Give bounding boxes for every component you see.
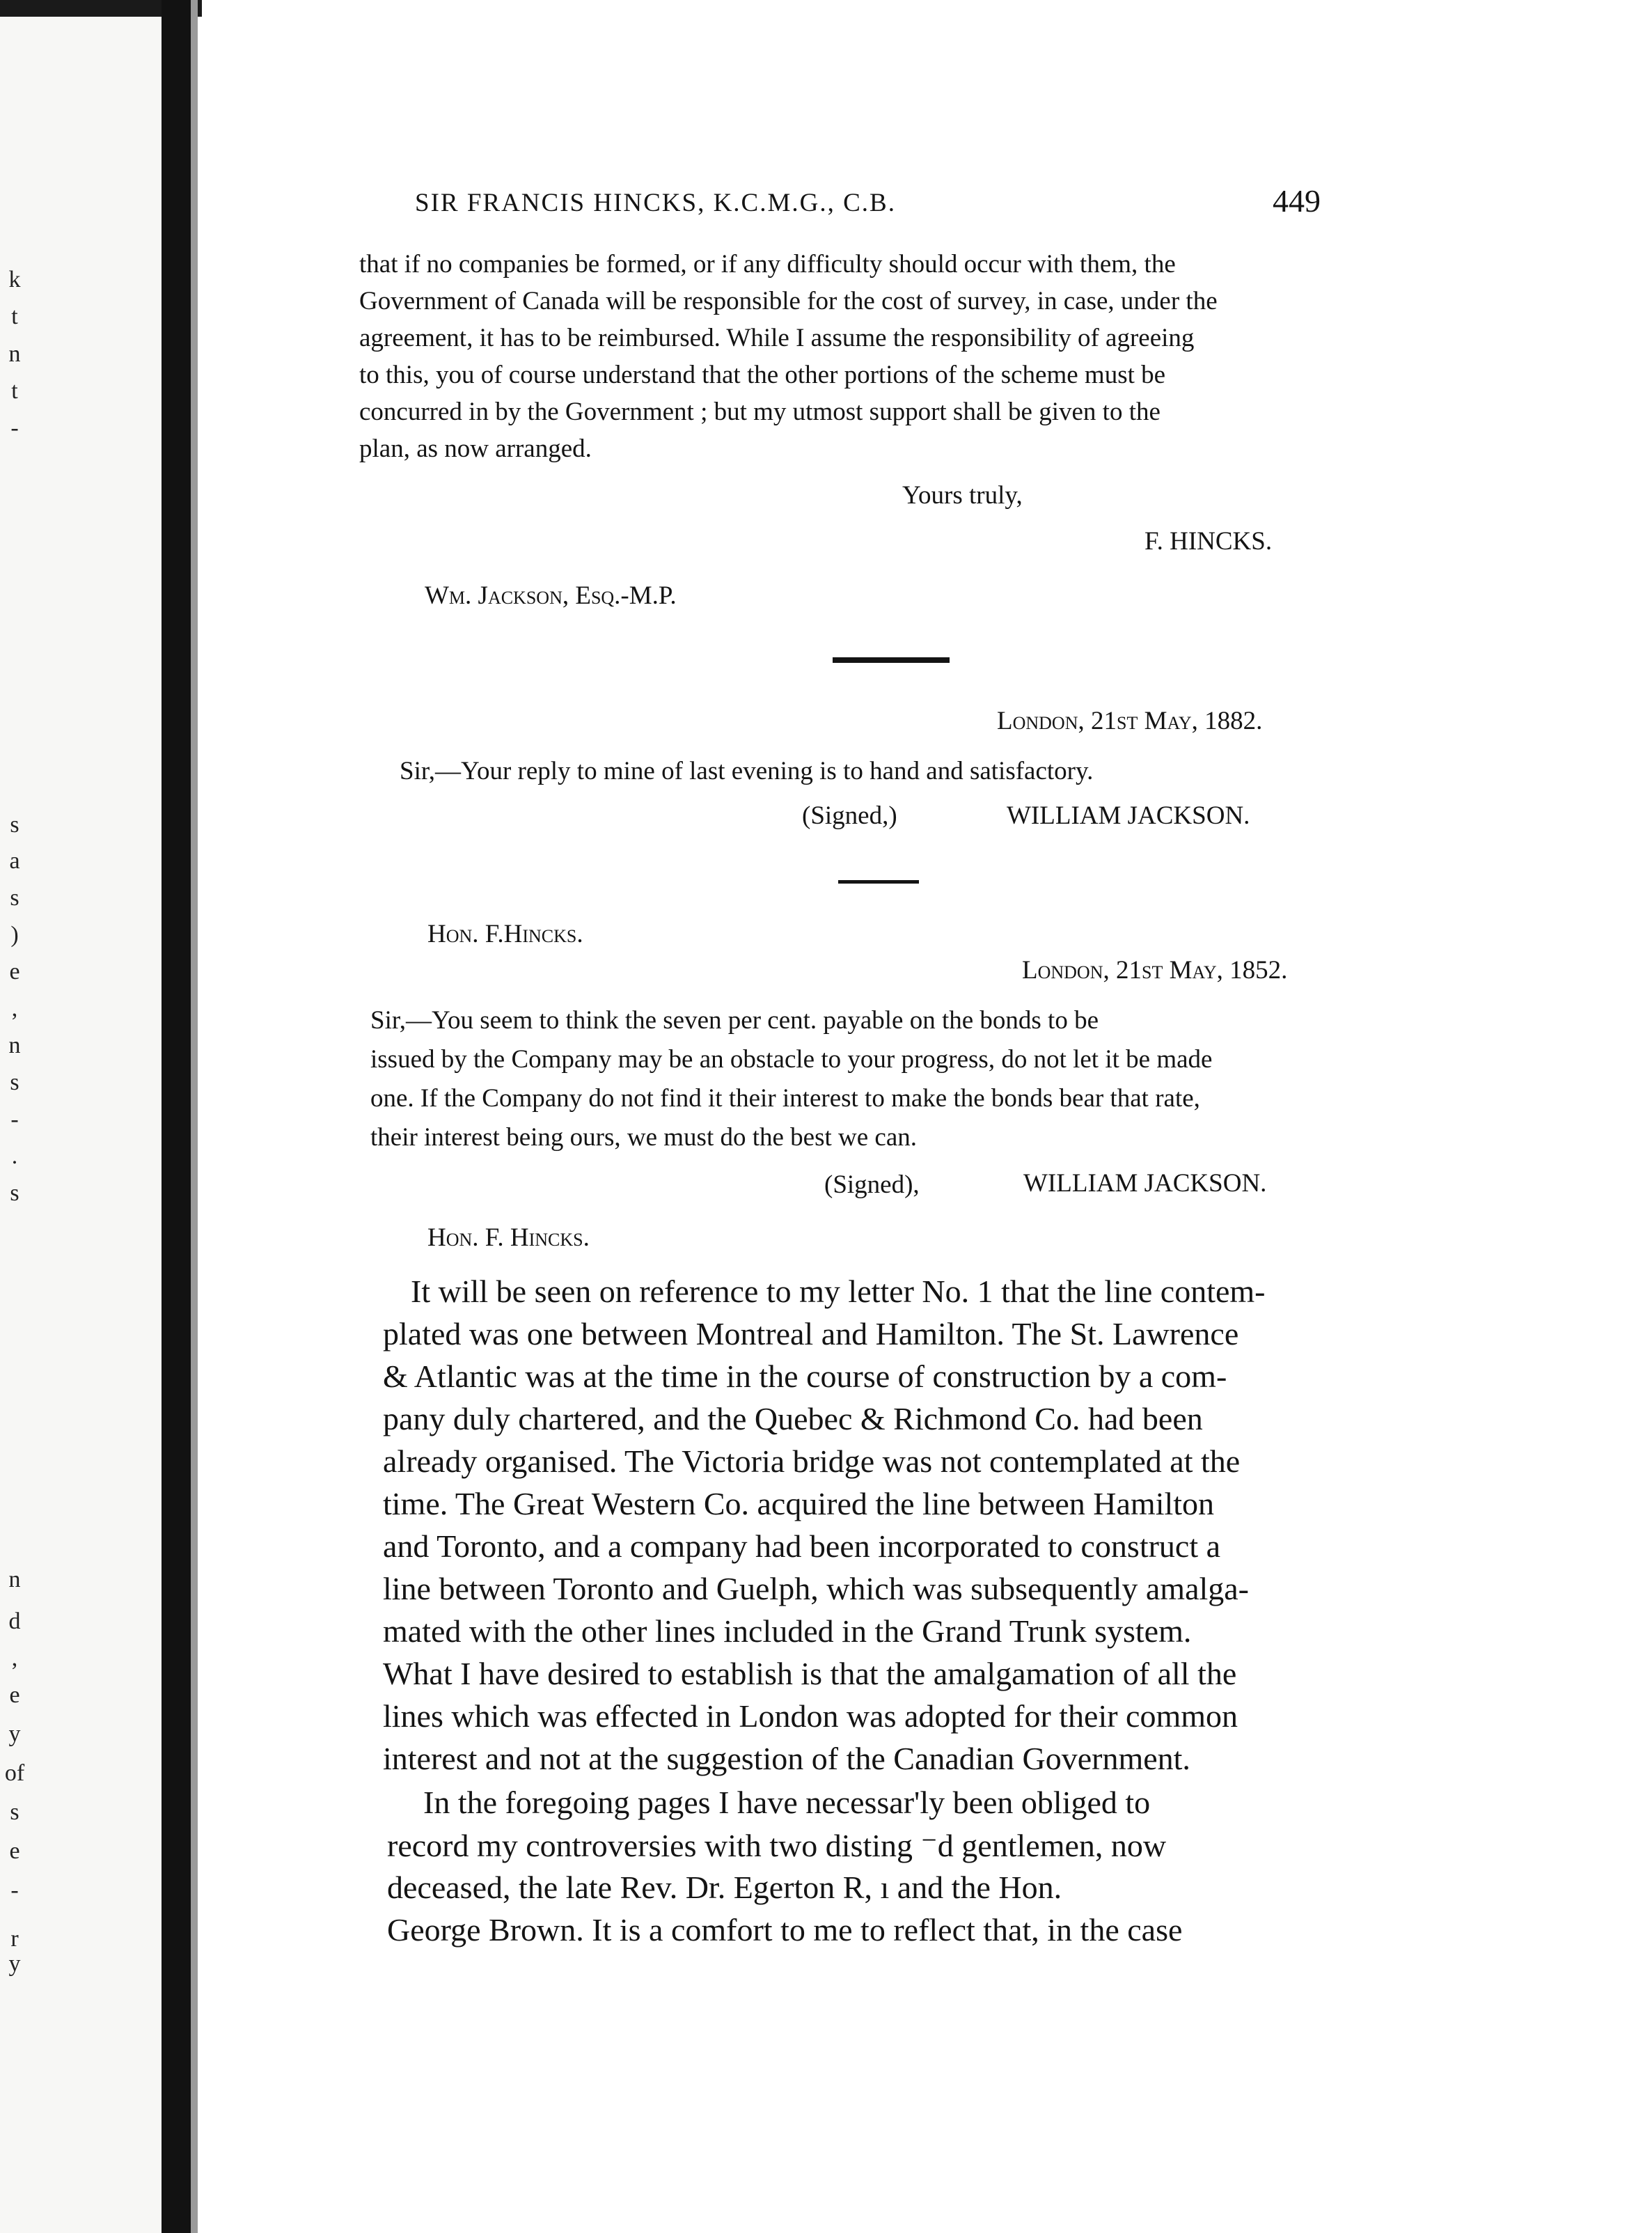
margin-fragment: , bbox=[11, 1645, 18, 1671]
margin-fragment: - bbox=[10, 415, 19, 441]
margin-fragment: d bbox=[8, 1608, 21, 1634]
signed-label: (Signed), bbox=[824, 1170, 920, 1199]
letter-line: issued by the Company may be an obstacle to your progress, do not let it be made bbox=[370, 1045, 1213, 1074]
letter-line: concurred in by the Government ; but my utmost support shall be given to the bbox=[359, 398, 1161, 426]
paragraph-line: record my controversies with two disting ⁻d gentlemen, now bbox=[387, 1828, 1167, 1863]
margin-fragment: y bbox=[8, 1951, 21, 1977]
paragraph-line: time. The Great Western Co. acquired the line between Hamilton bbox=[383, 1486, 1215, 1521]
margin-fragment: - bbox=[10, 1106, 19, 1132]
signed-label: (Signed,) bbox=[802, 801, 897, 830]
margin-fragment: e bbox=[9, 1682, 20, 1708]
running-head-title: SIR FRANCIS HINCKS, K.C.M.G., C.B. bbox=[415, 189, 896, 217]
dateline: London, 21st May, 1882. bbox=[997, 707, 1263, 735]
binding-gutter-edge bbox=[191, 0, 198, 2233]
paragraph-line: already organised. The Victoria bridge was not contemplated at the bbox=[383, 1443, 1241, 1479]
paragraph-line: pany duly chartered, and the Quebec & Richmond Co. had been bbox=[383, 1401, 1203, 1436]
paragraph-line: It will be seen on reference to my letter No. 1 that the line contem- bbox=[411, 1274, 1266, 1309]
signed-name: WILLIAM JACKSON. bbox=[1023, 1169, 1267, 1198]
section-divider bbox=[833, 657, 950, 663]
letter-line: Sir,—Your reply to mine of last evening is to hand and satisfactory. bbox=[400, 757, 1094, 785]
margin-fragment: a bbox=[9, 848, 20, 874]
addressee: Wm. Jackson, Esq.-M.P. bbox=[425, 581, 677, 610]
page-number: 449 bbox=[1273, 183, 1321, 219]
letter-line: Sir,—You seem to think the seven per cent. payable on the bonds to be bbox=[370, 1006, 1099, 1035]
margin-fragment: s bbox=[10, 1180, 19, 1206]
paragraph-line: mated with the other lines included in the Grand Trunk system. bbox=[383, 1613, 1192, 1649]
paragraph-line: and Toronto, and a company had been incorporated to construct a bbox=[383, 1528, 1221, 1564]
margin-fragment: e bbox=[9, 959, 20, 985]
margin-fragment: t bbox=[11, 304, 18, 329]
paragraph-line: plated was one between Montreal and Hamilton. The St. Lawrence bbox=[383, 1316, 1239, 1351]
margin-fragment: n bbox=[8, 1033, 21, 1058]
margin-fragment: . bbox=[11, 1143, 18, 1169]
letter-line: to this, you of course understand that the other portions of the scheme must be bbox=[359, 361, 1166, 389]
addressee: Hon. F.Hincks. bbox=[427, 920, 583, 948]
paragraph-line: What I have desired to establish is that the amalgamation of all the bbox=[383, 1656, 1237, 1691]
signed-name: WILLIAM JACKSON. bbox=[1007, 801, 1250, 830]
margin-fragment: ) bbox=[10, 922, 19, 948]
facing-page-fragments bbox=[0, 0, 28, 2233]
paragraph-line: & Atlantic was at the time in the course of construction by a com- bbox=[383, 1358, 1227, 1394]
margin-fragment: y bbox=[8, 1721, 21, 1747]
paragraph-line: interest and not at the suggestion of the Canadian Government. bbox=[383, 1741, 1190, 1776]
paragraph-line: lines which was effected in London was adopted for their common bbox=[383, 1698, 1238, 1734]
margin-fragment: s bbox=[10, 1070, 19, 1095]
margin-fragment: - bbox=[10, 1877, 19, 1903]
letter-line: plan, as now arranged. bbox=[359, 434, 592, 463]
letter-line: that if no companies be formed, or if any difficulty should occur with them, the bbox=[359, 250, 1176, 279]
letter-line: their interest being ours, we must do the best we can. bbox=[370, 1123, 918, 1152]
signature: F. HINCKS. bbox=[1144, 527, 1273, 556]
valediction: Yours truly, bbox=[902, 481, 1023, 510]
paragraph-line: In the foregoing pages I have necessar'ly been obliged to bbox=[423, 1785, 1151, 1820]
section-divider bbox=[838, 880, 919, 884]
margin-fragment: , bbox=[11, 996, 18, 1021]
paragraph-line: line between Toronto and Guelph, which was subsequently amalga- bbox=[383, 1571, 1249, 1606]
running-head bbox=[415, 182, 1390, 224]
margin-fragment: n bbox=[8, 1567, 21, 1592]
paragraph-line: deceased, the late Rev. Dr. Egerton R, ı and the Hon. bbox=[387, 1870, 1062, 1905]
margin-fragment: s bbox=[10, 1799, 19, 1825]
margin-fragment: of bbox=[4, 1760, 25, 1786]
margin-fragment: s bbox=[10, 812, 19, 838]
binding-gutter bbox=[162, 0, 191, 2233]
paragraph-line: George Brown. It is a comfort to me to reflect that, in the case bbox=[387, 1912, 1183, 1948]
letter-line: agreement, it has to be reimbursed. While I assume the responsibility of agreeing bbox=[359, 324, 1195, 352]
margin-fragment: t bbox=[11, 378, 18, 404]
letter-line: one. If the Company do not find it their interest to make the bonds bear that rate, bbox=[370, 1084, 1200, 1113]
margin-fragment: s bbox=[10, 885, 19, 911]
margin-fragment: e bbox=[9, 1838, 20, 1864]
dateline: London, 21st May, 1852. bbox=[1022, 956, 1288, 985]
margin-fragment: n bbox=[8, 341, 21, 367]
addressee: Hon. F. Hincks. bbox=[427, 1223, 590, 1252]
letter-line: Government of Canada will be responsible for the cost of survey, in case, under the bbox=[359, 287, 1218, 315]
margin-fragment: k bbox=[8, 267, 21, 292]
margin-fragment: r bbox=[10, 1926, 19, 1952]
